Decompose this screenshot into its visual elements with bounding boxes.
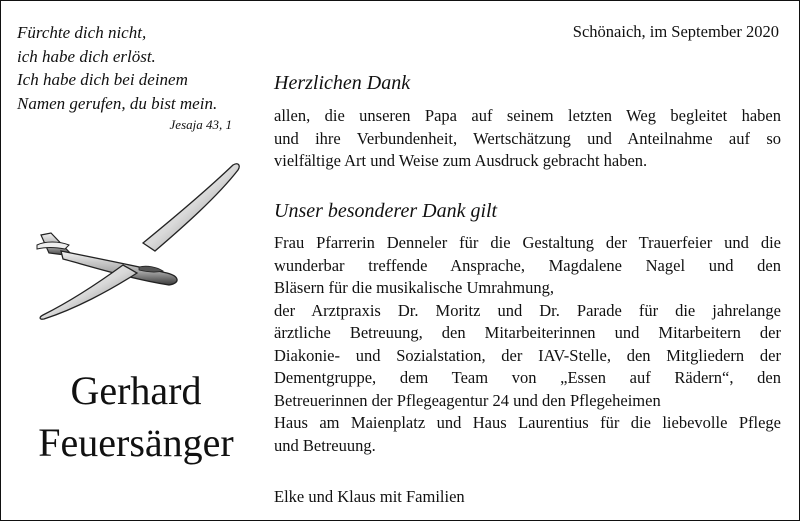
text-line: und ihre Verbundenheit, Wertschätzung und Anteilnahme auf so bbox=[274, 128, 781, 148]
text-line: Haus am Maienplatz und Haus Laurentius für die liebevolle Pflege bbox=[274, 413, 781, 432]
first-name: Gerhard bbox=[70, 368, 202, 413]
text-line: ärztliche Betreuung, den Mitarbeiterinnen und Mitarbeitern der bbox=[274, 323, 781, 342]
text-line: Betreuerinnen der Pflegeagentur 24 und den Pflegeheimen bbox=[274, 390, 661, 410]
text-line: vielfältige Art und Weise zum Ausdruck gebracht haben. bbox=[274, 151, 648, 170]
text-line: Dementgruppe, dem Team von „Essen auf Rädern“, den bbox=[274, 368, 781, 387]
text-line: Frau Pfarrerin Denneler für die Gestaltung der Trauerfeier und die bbox=[274, 233, 781, 252]
glider-icon bbox=[31, 161, 246, 321]
verse-line: Namen gerufen, du bist mein. bbox=[17, 93, 218, 113]
text-line: allen, die unseren Papa auf seinem letzten Weg begleitet haben bbox=[274, 106, 781, 125]
verse-line: ich habe dich erlöst. bbox=[17, 46, 156, 66]
verse-line: Fürchte dich nicht, bbox=[17, 23, 147, 42]
text-line: Diakonie- und Sozialstation, der IAV-Stelle, den Mitgliedern der bbox=[274, 345, 781, 365]
verse-reference: Jesaja 43, 1 bbox=[169, 117, 232, 132]
text-line: der Arztpraxis Dr. Moritz und Dr. Parade für die jahrelange bbox=[274, 300, 781, 320]
special-thanks-paragraph bbox=[274, 232, 781, 457]
text-line: Bläsern für die musikalische Umrahmung, bbox=[274, 278, 554, 297]
text-line: wunderbar treffende Ansprache, Magdalene Nagel und den bbox=[274, 255, 781, 275]
special-thanks-heading: Unser besonderer Dank gilt bbox=[274, 200, 498, 222]
place-date: Schönaich, im September 2020 bbox=[572, 22, 779, 41]
bible-verse bbox=[17, 21, 232, 134]
thanks-heading: Herzlichen Dank bbox=[274, 72, 411, 94]
verse-line: Ich habe dich bei deinem bbox=[17, 70, 188, 89]
text-line: und Betreuung. bbox=[274, 435, 376, 455]
signature: Elke und Klaus mit Familien bbox=[274, 487, 465, 506]
deceased-name bbox=[11, 365, 261, 469]
thanks-paragraph bbox=[274, 105, 781, 173]
last-name: Feuersänger bbox=[38, 420, 234, 465]
